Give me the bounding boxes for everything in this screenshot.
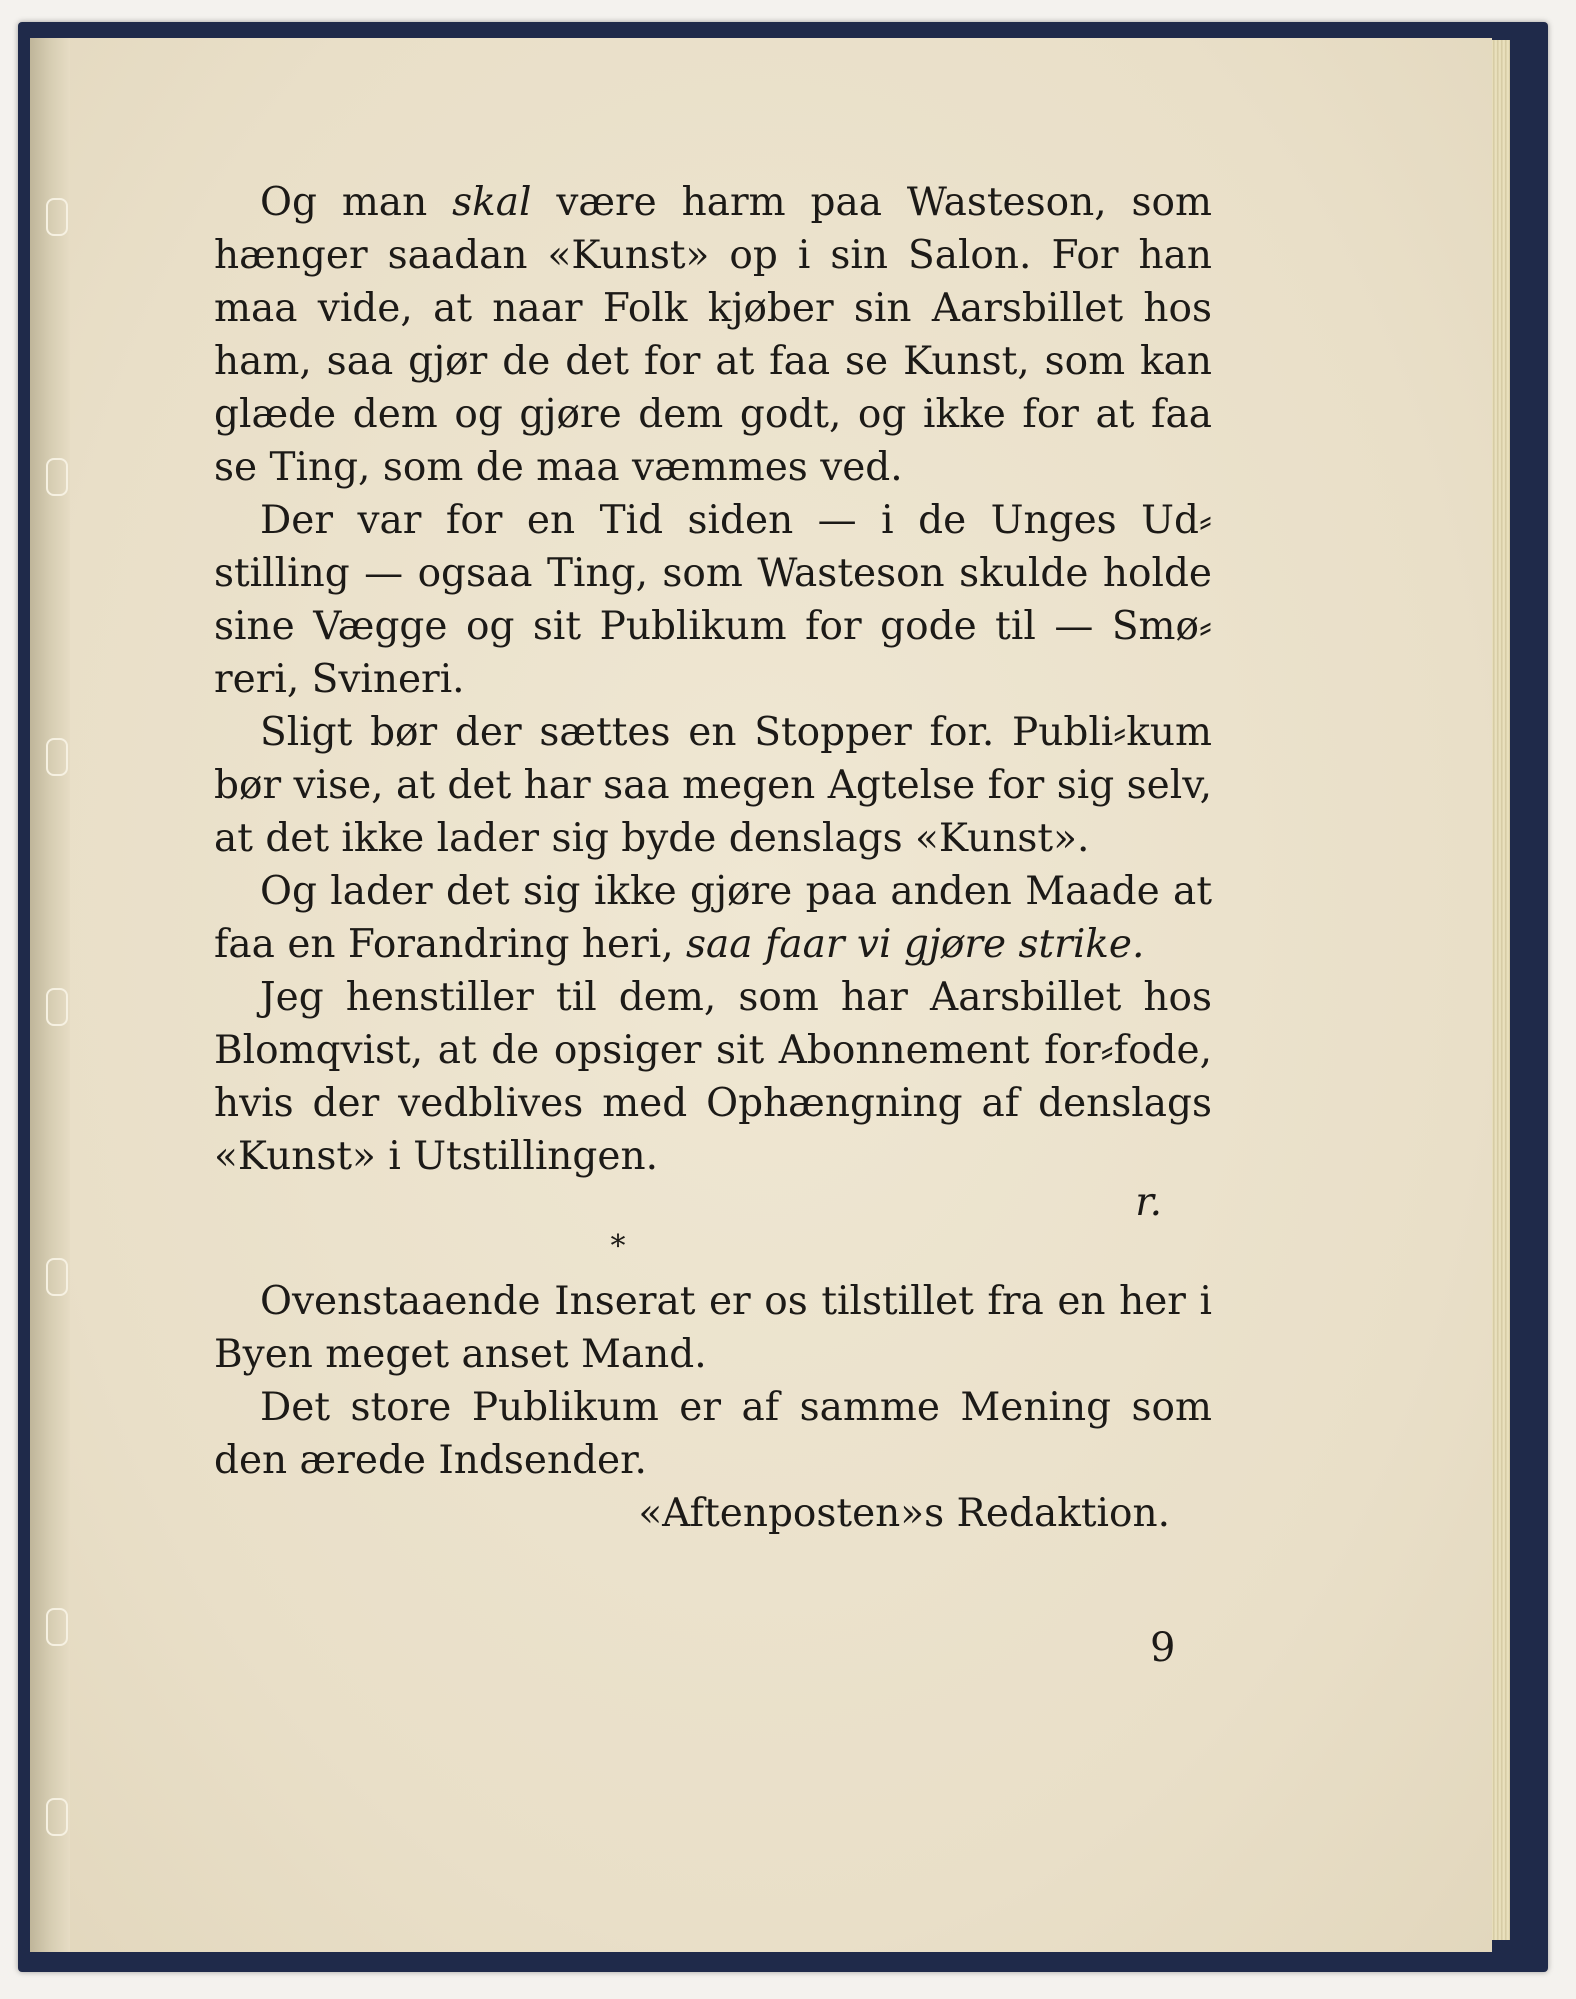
emphasized-text: skal — [452, 180, 532, 225]
signature: r. — [1135, 1180, 1162, 1225]
page-text — [214, 176, 1212, 1540]
binding-stitch — [46, 198, 68, 236]
paragraph: Der var for en Tid siden — i de Unges Ud⸗stilling — ogsaa Ting, som Wasteson skulde holde sine Vægge og sit Publikum for gode til — Smø⸗reri, Svineri. — [214, 498, 1212, 702]
page-number: 9 — [1150, 1625, 1176, 1671]
paragraph-text: Og lader det sig ikke gjøre paa anden Maade at faa en Forandring heri, — [214, 869, 1212, 967]
paragraph — [214, 176, 1212, 494]
asterism-divider: * — [610, 1229, 626, 1264]
paragraph — [214, 865, 1212, 971]
binding-stitch — [46, 1258, 68, 1296]
paragraph: Jeg henstiller til dem, som har Aarsbillet hos Blomqvist, at de opsiger sit Abonnement for⸗fode, hvis der vedblives med Ophængning af denslags «Kunst» i Utstillingen. — [214, 975, 1212, 1179]
binding-stitch — [46, 738, 68, 776]
emphasized-text: saa faar vi gjøre strike. — [686, 922, 1145, 967]
editorial-paragraph: Ovenstaaende Inserat er os tilstillet fra en her i Byen meget anset Mand. — [214, 1279, 1212, 1377]
editorial-paragraph: Det store Publikum er af samme Mening som den ærede Indsender. — [214, 1385, 1212, 1483]
binding-stitch — [46, 458, 68, 496]
paragraph-text: Og man — [260, 180, 453, 225]
binding-stitch — [46, 1608, 68, 1646]
binding-stitch — [46, 988, 68, 1026]
editorial-signoff: «Aftenposten»s Redaktion. — [638, 1491, 1170, 1536]
paragraph-text: være harm paa Wasteson, som hænger saadan «Kunst» op i sin Salon. For han maa vide, at naar Folk kjøber sin Aarsbillet hos ham, saa gjør de det for at faa se Kunst, som kan glæde dem og gjøre dem godt, og ikke for at faa se Ting, som de maa væmmes ved. — [214, 180, 1212, 490]
paragraph: Sligt bør der sættes en Stopper for. Publi⸗kum bør vise, at det har saa megen Agtelse for sig selv, at det ikke lader sig byde denslags «Kunst». — [214, 710, 1212, 861]
binding-gutter — [30, 38, 70, 1952]
binding-stitch — [46, 1798, 68, 1836]
